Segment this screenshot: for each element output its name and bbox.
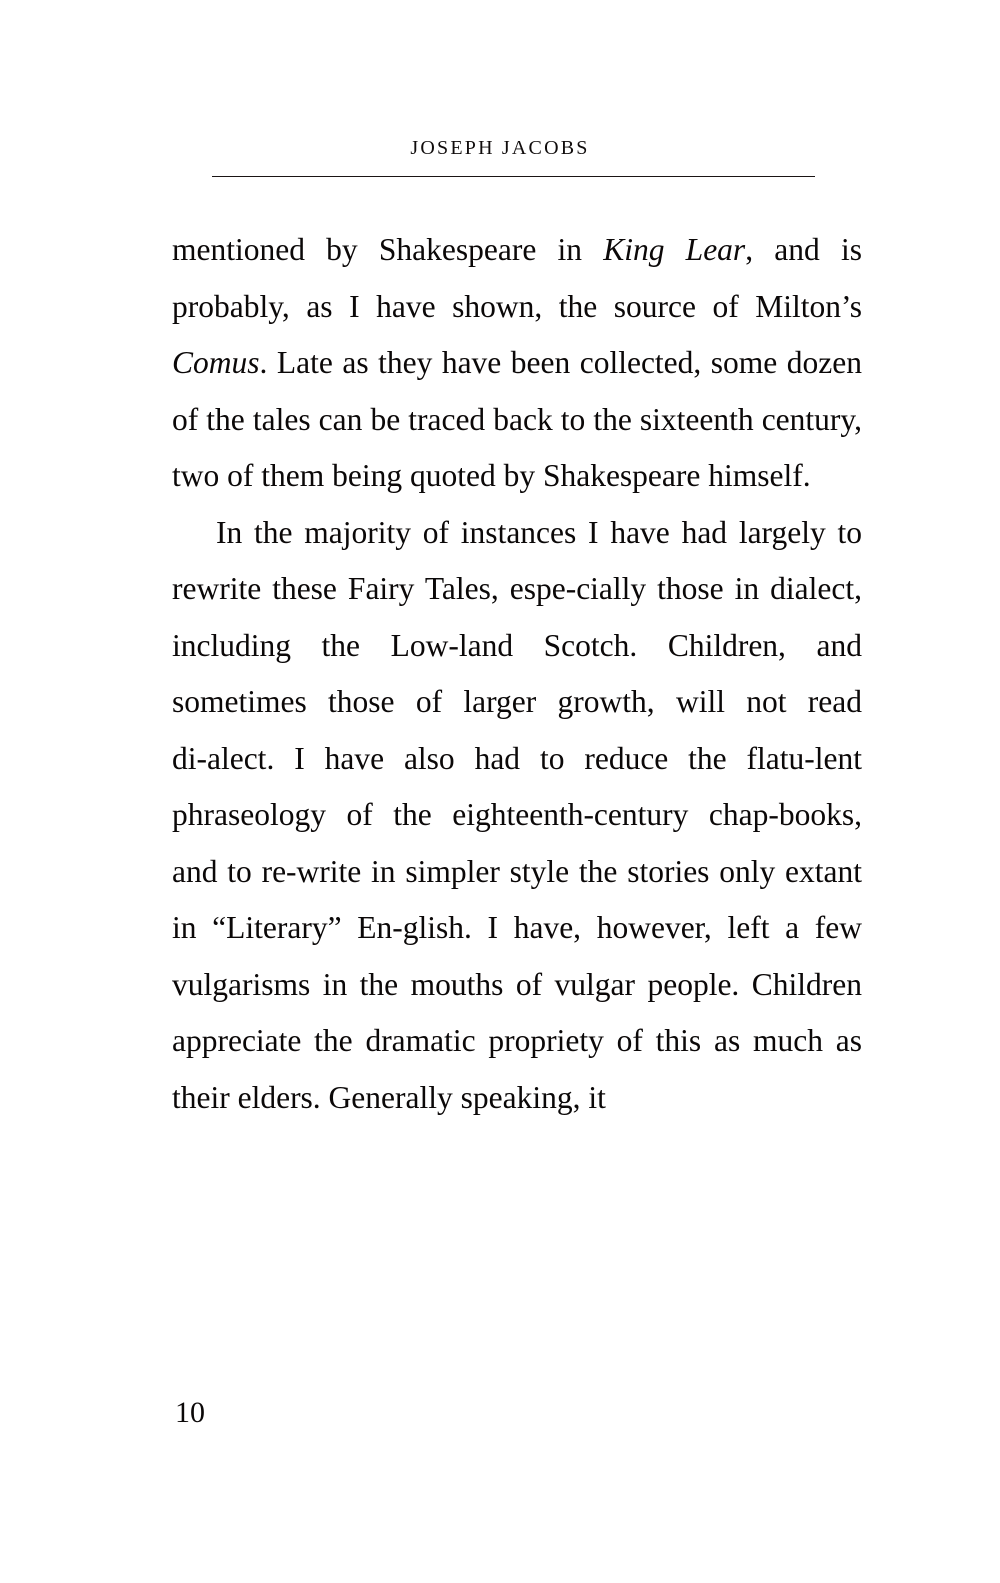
italic-title-king-lear: King Lear xyxy=(603,232,746,267)
italic-title-comus: Comus xyxy=(172,345,260,380)
running-head: JOSEPH JACOBS xyxy=(410,137,590,159)
paragraph-1 xyxy=(172,222,862,505)
body-text-block xyxy=(172,222,862,1126)
text-run: In the majority of instances I have had largely to rewrite these Fairy Tales, espe‑cially those in dialect, including the Low‑land Scotch. Children, and sometimes those of larger growth, will not read di‑alect. I have also had to reduce the flatu‑lent phraseology of the eighteenth‑century chap‑books, and to re‑write in simpler style the stories only extant in “Literary” En‑glish. I have, however, left a few vulgarisms in the mouths of vulgar people. Children appreciate the dramatic propriety of this as much as their elders. Generally speaking, it xyxy=(172,514,862,1115)
text-run: mentioned by Shakespeare in xyxy=(172,232,604,267)
text-run: , and is probably, as I have shown, the source of Milton’s xyxy=(172,232,862,324)
header-rule xyxy=(212,176,815,177)
page-number: 10 xyxy=(175,1396,205,1429)
paragraph-2 xyxy=(172,505,862,1127)
text-run: . Late as they have been collected, some dozen of the tales can be traced back to the sixteenth century, two of them being quoted by Shakespeare himself. xyxy=(172,345,862,493)
